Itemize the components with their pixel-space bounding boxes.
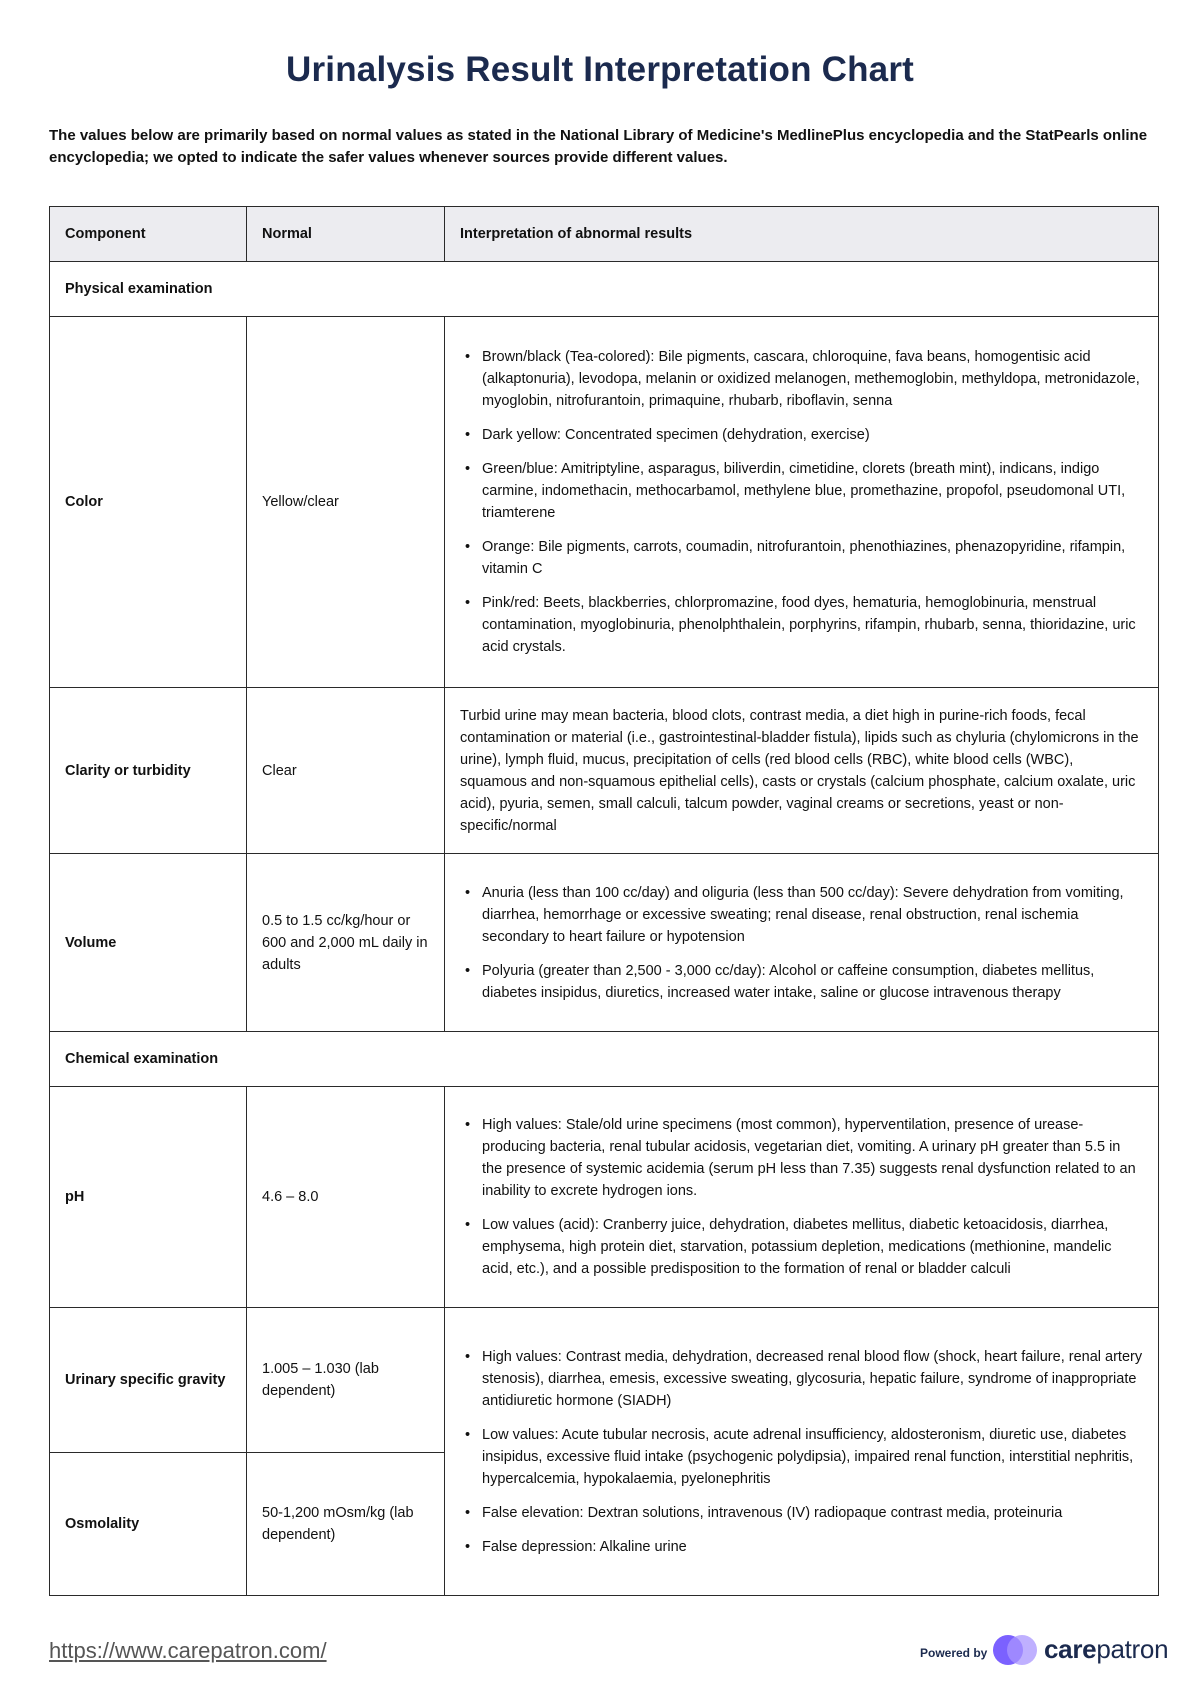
list-item: • Polyuria (greater than 2,500 - 3,000 cc/day): Alcohol or caffeine consumption, diabetes mellitus, diabetes insipidus, diuretics, increased water intake, saline or glucose intravenous therapy (482, 960, 1143, 1004)
normal-cell: Clear (247, 688, 445, 854)
interpretation-cell (445, 854, 1159, 1032)
table-row-ph (50, 1087, 1159, 1308)
interpretation-list (460, 1114, 1143, 1280)
interpretation-cell (445, 1308, 1159, 1596)
component-cell: Volume (50, 854, 247, 1032)
brand-bold: care (1044, 1634, 1097, 1664)
section-label-chemical: Chemical examination (50, 1032, 1159, 1087)
carepatron-website-link[interactable]: https://www.carepatron.com/ (49, 1638, 327, 1663)
normal-cell: 1.005 – 1.030 (lab dependent) (247, 1308, 445, 1453)
header-component: Component (50, 207, 247, 262)
component-cell: Urinary specific gravity (50, 1308, 247, 1453)
urinalysis-table (49, 206, 1159, 1596)
interpretation-list (460, 882, 1143, 1004)
list-item: • Anuria (less than 100 cc/day) and oliguria (less than 500 cc/day): Severe dehydration from vomiting, diarrhea, hemorrhage or excessive sweating; renal disease, renal obstruction, renal ischemia secondary to heart failure or hypotension (482, 882, 1143, 948)
header-interpretation: Interpretation of abnormal results (445, 207, 1159, 262)
section-row-chemical (50, 1032, 1159, 1087)
list-item: • High values: Stale/old urine specimens (most common), hyperventilation, presence of urease-producing bacteria, renal tubular acidosis, vegetarian diet, vomiting. A urinary pH greater than 5.5 in the presence of systemic acidemia (serum pH less than 7.35) suggests renal dysfunction related to an inability to excrete hydrogen ions. (482, 1114, 1143, 1202)
component-cell: Clarity or turbidity (50, 688, 247, 854)
component-cell: Color (50, 317, 247, 688)
table-row-specific-gravity (50, 1308, 1159, 1453)
list-item: • False elevation: Dextran solutions, intravenous (IV) radiopaque contrast media, proteinuria (482, 1502, 1143, 1524)
interpretation-cell (445, 1087, 1159, 1308)
header-normal: Normal (247, 207, 445, 262)
list-item: • Low values: Acute tubular necrosis, acute adrenal insufficiency, aldosteronism, diuretic use, diabetes insipidus, excessive fluid intake (psychogenic polydipsia), impaired renal function, interstitial nephritis, hypercalcemia, hypokalaemia, pyelonephritis (482, 1424, 1143, 1490)
interpretation-list (460, 346, 1143, 658)
carepatron-brand (1044, 1634, 1168, 1665)
page-title: Urinalysis Result Interpretation Chart (285, 50, 914, 89)
brand-rest: patron (1096, 1634, 1169, 1664)
list-item: • High values: Contrast media, dehydration, decreased renal blood flow (shock, heart failure, renal artery stenosis), diarrhea, emesis, excessive sweating, glycosuria, hepatic failure, syndrome of inappropriate antidiuretic hormone (SIADH) (482, 1346, 1143, 1412)
table-header-row (50, 207, 1159, 262)
list-item: • Green/blue: Amitriptyline, asparagus, biliverdin, cimetidine, clorets (breath mint), indicans, indigo carmine, indomethacin, methocarbamol, methylene blue, promethazine, propofol, pseudomonal UTI, triamterene (482, 458, 1143, 524)
interpretation-cell (445, 317, 1159, 688)
table-row-volume (50, 854, 1159, 1032)
table-row-color (50, 317, 1159, 688)
section-label-physical: Physical examination (50, 262, 1159, 317)
powered-by-label: Powered by (920, 1646, 988, 1660)
list-item: • Dark yellow: Concentrated specimen (dehydration, exercise) (482, 424, 1143, 446)
table-row-clarity (50, 688, 1159, 854)
list-item: • Low values (acid): Cranberry juice, dehydration, diabetes mellitus, diabetic ketoacidosis, diarrhea, emphysema, high protein diet, starvation, potassium depletion, medications (methionine, mandelic acid, etc.), and a possible predisposition to the formation of renal or bladder calculi (482, 1214, 1143, 1280)
component-cell: pH (50, 1087, 247, 1308)
normal-cell: Yellow/clear (247, 317, 445, 688)
list-item: • False depression: Alkaline urine (482, 1536, 1143, 1558)
normal-cell: 50-1,200 mOsm/kg (lab dependent) (247, 1453, 445, 1596)
list-item: • Orange: Bile pigments, carrots, coumadin, nitrofurantoin, phenothiazines, phenazopyridine, rifampin, vitamin C (482, 536, 1143, 580)
intro-paragraph: The values below are primarily based on normal values as stated in the National Library of Medicine's MedlinePlus encyclopedia and the StatPearls online encyclopedia; we opted to indicate the safer values whenever sources provide different values. (49, 127, 1148, 166)
interpretation-list (460, 1346, 1143, 1558)
section-row-physical (50, 262, 1159, 317)
list-item: • Pink/red: Beets, blackberries, chlorpromazine, food dyes, hematuria, hemoglobinuria, menstrual contamination, myoglobinuria, phenolphthalein, porphyrins, rifampin, rhubarb, senna, thioridazine, uric acid crystals. (482, 592, 1143, 658)
normal-cell: 0.5 to 1.5 cc/kg/hour or 600 and 2,000 mL daily in adults (247, 854, 445, 1032)
component-cell: Osmolality (50, 1453, 247, 1596)
list-item: • Brown/black (Tea-colored): Bile pigments, cascara, chloroquine, fava beans, homogentisic acid (alkaptonuria), levodopa, melanin or oxidized melanogen, methemoglobin, methyldopa, metronidazole, myoglobin, nitrofurantoin, primaquine, rhubarb, riboflavin, senna (482, 346, 1143, 412)
normal-cell: 4.6 – 8.0 (247, 1087, 445, 1308)
interpretation-cell: Turbid urine may mean bacteria, blood clots, contrast media, a diet high in purine-rich foods, fecal contamination or material (i.e., gastrointestinal-bladder fistula), lipids such as chyluria (chylomicrons in the urine), lymph fluid, mucus, precipitation of cells (red blood cells (RBC), white blood cells (WBC), squamous and non-squamous epithelial cells), casts or crystals (calcium phosphate, calcium oxalate, uric acid), pyuria, semen, small calculi, talcum powder, vaginal creams or secretions, yeast or non-specific/normal (445, 688, 1159, 854)
carepatron-logo-icon (992, 1632, 1040, 1668)
